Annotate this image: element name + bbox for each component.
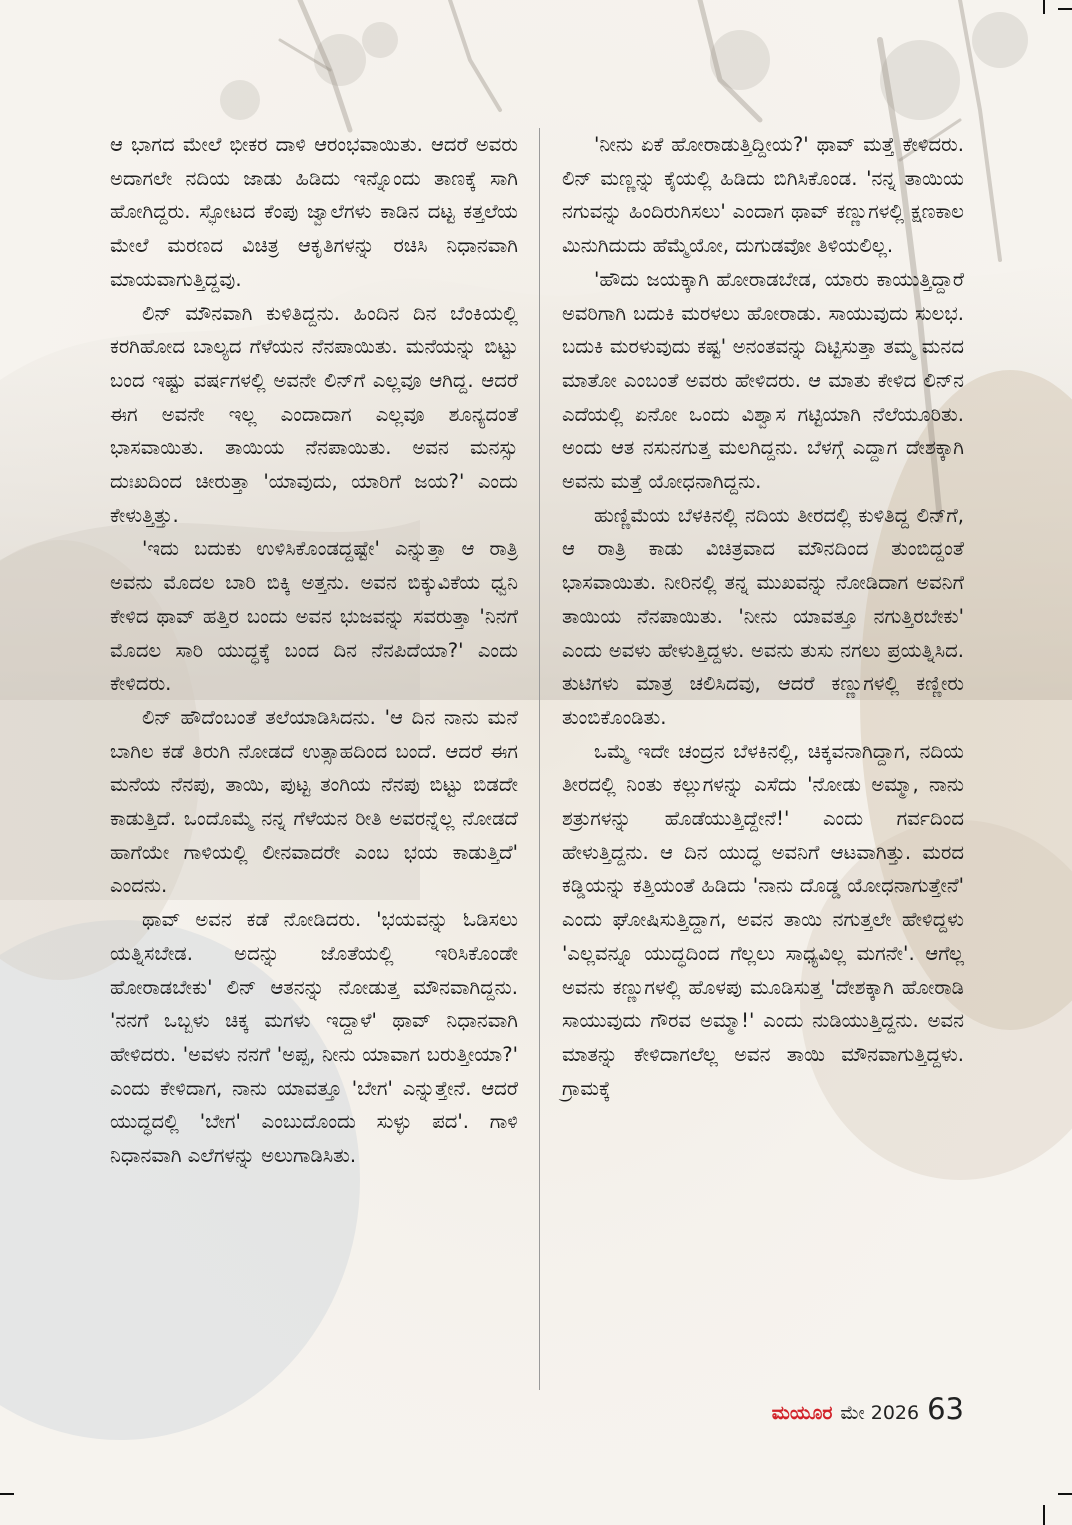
page-number: 63 [927, 1392, 964, 1426]
article-column-right [562, 128, 964, 1105]
crop-mark-top-right-v [1043, 0, 1045, 14]
paragraph: 'ನೀನು ಏಕೆ ಹೋರಾಡುತ್ತಿದ್ದೀಯ?' ಥಾವ್ ಮತ್ತೆ ಕೇಳಿದರು. ಲಿನ್ ಮಣ್ಣನ್ನು ಕೈಯಲ್ಲಿ ಹಿಡಿದು ಬಿಗಿಸಿಕೊಂಡ. 'ನನ್ನ ತಾಯಿಯ ನಗುವನ್ನು ಹಿಂದಿರುಗಿಸಲು' ಎಂದಾಗ ಥಾವ್ ಕಣ್ಣುಗಳಲ್ಲಿ ಕ್ಷಣಕಾಲ ಮಿನುಗಿದುದು ಹೆಮ್ಮೆಯೋ, ದುಗುಡವೋ ತಿಳಿಯಲಿಲ್ಲ. [562, 133, 964, 258]
paragraph: ಲಿನ್ ಮೌನವಾಗಿ ಕುಳಿತಿದ್ದನು. ಹಿಂದಿನ ದಿನ ಬೆಂಕಿಯಲ್ಲಿ ಕರಗಿಹೋದ ಬಾಲ್ಯದ ಗೆಳೆಯನ ನೆನಪಾಯಿತು. ಮನೆಯನ್ನು ಬಿಟ್ಟು ಬಂದ ಇಷ್ಟು ವರ್ಷಗಳಲ್ಲಿ ಅವನೇ ಲಿನ್‌ಗೆ ಎಲ್ಲವೂ ಆಗಿದ್ದ. ಆದರೆ ಈಗ ಅವನೇ ಇಲ್ಲ ಎಂದಾದಾಗ ಎಲ್ಲವೂ ಶೂನ್ಯದಂತೆ ಭಾಸವಾಯಿತು. ತಾಯಿಯ ನೆನಪಾಯಿತು. ಅವನ ಮನಸ್ಸು ದುಃಖದಿಂದ ಚೀರುತ್ತಾ 'ಯಾವುದು, ಯಾರಿಗೆ ಜಯ?' ಎಂದು ಕೇಳುತ್ತಿತ್ತು. [110, 301, 518, 527]
paragraph: ಥಾವ್ ಅವನ ಕಡೆ ನೋಡಿದರು. 'ಭಯವನ್ನು ಓಡಿಸಲು ಯತ್ನಿಸಬೇಡ. ಅದನ್ನು ಜೊತೆಯಲ್ಲಿ ಇರಿಸಿಕೊಂಡೇ ಹೋರಾಡಬೇಕು' ಲಿನ್ ಆತನನ್ನು ನೋಡುತ್ತ ಮೌನವಾಗಿದ್ದನು. 'ನನಗೆ ಒಬ್ಬಳು ಚಿಕ್ಕ ಮಗಳು ಇದ್ದಾಳೆ' ಥಾವ್ ನಿಧಾನವಾಗಿ ಹೇಳಿದರು. 'ಅವಳು ನನಗೆ 'ಅಪ್ಪ, ನೀನು ಯಾವಾಗ ಬರುತ್ತೀಯಾ?' ಎಂದು ಕೇಳಿದಾಗ, ನಾನು ಯಾವತ್ತೂ 'ಬೇಗ' ಎನ್ನುತ್ತೇನೆ. ಆದರೆ ಯುದ್ಧದಲ್ಲಿ 'ಬೇಗ' ಎಂಬುದೊಂದು ಸುಳ್ಳು ಪದ'. ಗಾಳಿ ನಿಧಾನವಾಗಿ ಎಲೆಗಳನ್ನು ಅಲುಗಾಡಿಸಿತು. [110, 908, 518, 1168]
issue-date: ಮೇ 2026 [840, 1402, 920, 1424]
crop-mark-top-right-h [1058, 8, 1072, 10]
paragraph: ಆ ಭಾಗದ ಮೇಲೆ ಭೀಕರ ದಾಳಿ ಆರಂಭವಾಯಿತು. ಆದರೆ ಅವರು ಅದಾಗಲೇ ನದಿಯ ಜಾಡು ಹಿಡಿದು ಇನ್ನೊಂದು ತಾಣಕ್ಕೆ ಸಾಗಿ ಹೋಗಿದ್ದರು. ಸ್ಫೋಟದ ಕೆಂಪು ಜ್ವಾಲೆಗಳು ಕಾಡಿನ ದಟ್ಟ ಕತ್ತಲೆಯ ಮೇಲೆ ಮರಣದ ವಿಚಿತ್ರ ಆಕೃತಿಗಳನ್ನು ರಚಿಸಿ ನಿಧಾನವಾಗಿ ಮಾಯವಾಗುತ್ತಿದ್ದವು. [110, 133, 518, 291]
article-column-left [110, 128, 518, 1173]
paragraph: ಒಮ್ಮೆ ಇದೇ ಚಂದ್ರನ ಬೆಳಕಿನಲ್ಲಿ, ಚಿಕ್ಕವನಾಗಿದ್ದಾಗ, ನದಿಯ ತೀರದಲ್ಲಿ ನಿಂತು ಕಲ್ಲುಗಳನ್ನು ಎಸೆದು 'ನೋಡು ಅಮ್ಮಾ, ನಾನು ಶತ್ರುಗಳನ್ನು ಹೊಡೆಯುತ್ತಿದ್ದೇನೆ!' ಎಂದು ಗರ್ವದಿಂದ ಹೇಳುತ್ತಿದ್ದನು. ಆ ದಿನ ಯುದ್ಧ ಅವನಿಗೆ ಆಟವಾಗಿತ್ತು. ಮರದ ಕಡ್ಡಿಯನ್ನು ಕತ್ತಿಯಂತೆ ಹಿಡಿದು 'ನಾನು ದೊಡ್ಡ ಯೋಧನಾಗುತ್ತೇನೆ' ಎಂದು ಘೋಷಿಸುತ್ತಿದ್ದಾಗ, ಅವನ ತಾಯಿ ನಗುತ್ತಲೇ ಹೇಳಿದ್ದಳು 'ಎಲ್ಲವನ್ನೂ ಯುದ್ಧದಿಂದ ಗೆಲ್ಲಲು ಸಾಧ್ಯವಿಲ್ಲ ಮಗನೇ'. ಆಗೆಲ್ಲ ಅವನು ಕಣ್ಣುಗಳಲ್ಲಿ ಹೊಳಪು ಮೂಡಿಸುತ್ತ 'ದೇಶಕ್ಕಾಗಿ ಹೋರಾಡಿ ಸಾಯುವುದು ಗೌರವ ಅಮ್ಮಾ!' ಎಂದು ನುಡಿಯುತ್ತಿದ್ದನು. ಅವನ ಮಾತನ್ನು ಕೇಳಿದಾಗಲೆಲ್ಲ ಅವನ ತಾಯಿ ಮೌನವಾಗುತ್ತಿದ್ದಳು. ಗ್ರಾಮಕ್ಕೆ [562, 739, 964, 1100]
paragraph: 'ಹೌದು ಜಯಕ್ಕಾಗಿ ಹೋರಾಡಬೇಡ, ಯಾರು ಕಾಯುತ್ತಿದ್ದಾರೆ ಅವರಿಗಾಗಿ ಬದುಕಿ ಮರಳಲು ಹೋರಾಡು. ಸಾಯುವುದು ಸುಲಭ. ಬದುಕಿ ಮರಳುವುದು ಕಷ್ಟ' ಅನಂತವನ್ನು ದಿಟ್ಟಿಸುತ್ತಾ ತಮ್ಮ ಮನದ ಮಾತೋ ಎಂಬಂತೆ ಅವರು ಹೇಳಿದರು. ಆ ಮಾತು ಕೇಳಿದ ಲಿನ್‌ನ ಎದೆಯಲ್ಲಿ ಏನೋ ಒಂದು ವಿಶ್ವಾಸ ಗಟ್ಟಿಯಾಗಿ ನೆಲೆಯೂರಿತು. ಅಂದು ಆತ ನಸುನಗುತ್ತ ಮಲಗಿದ್ದನು. ಬೆಳಗ್ಗೆ ಎದ್ದಾಗ ದೇಶಕ್ಕಾಗಿ ಅವನು ಮತ್ತೆ ಯೋಧನಾಗಿದ್ದನು. [562, 267, 964, 494]
crop-mark-bottom-right-h [1058, 1493, 1072, 1495]
paragraph: ಹುಣ್ಣಿಮೆಯ ಬೆಳಕಿನಲ್ಲಿ ನದಿಯ ತೀರದಲ್ಲಿ ಕುಳಿತಿದ್ದ ಲಿನ್‌ಗೆ, ಆ ರಾತ್ರಿ ಕಾಡು ವಿಚಿತ್ರವಾದ ಮೌನದಿಂದ ತುಂಬಿದ್ದಂತೆ ಭಾಸವಾಯಿತು. ನೀರಿನಲ್ಲಿ ತನ್ನ ಮುಖವನ್ನು ನೋಡಿದಾಗ ಅವನಿಗೆ ತಾಯಿಯ ನೆನಪಾಯಿತು. 'ನೀನು ಯಾವತ್ತೂ ನಗುತ್ತಿರಬೇಕು' ಎಂದು ಅವಳು ಹೇಳುತ್ತಿದ್ದಳು. ಅವನು ತುಸು ನಗಲು ಪ್ರಯತ್ನಿಸಿದ. ತುಟಿಗಳು ಮಾತ್ರ ಚಲಿಸಿದವು, ಆದರೆ ಕಣ್ಣುಗಳಲ್ಲಿ ಕಣ್ಣೀರು ತುಂಬಿಕೊಂಡಿತು. [562, 503, 964, 729]
magazine-logo: ಮಯೂರ [771, 1402, 833, 1424]
crop-mark-bottom-right-v [1043, 1505, 1045, 1525]
column-divider [539, 128, 540, 1390]
paragraph: ಲಿನ್ ಹೌದೆಂಬಂತೆ ತಲೆಯಾಡಿಸಿದನು. 'ಆ ದಿನ ನಾನು ಮನೆ ಬಾಗಿಲ ಕಡೆ ತಿರುಗಿ ನೋಡದೆ ಉತ್ಸಾಹದಿಂದ ಬಂದೆ. ಆದರೆ ಈಗ ಮನೆಯ ನೆನಪು, ತಾಯಿ, ಪುಟ್ಟ ತಂಗಿಯ ನೆನಪು ಬಿಟ್ಟು ಬಿಡದೇ ಕಾಡುತ್ತಿದೆ. ಒಂದೊಮ್ಮೆ ನನ್ನ ಗೆಳೆಯನ ರೀತಿ ಅವರನ್ನೆಲ್ಲ ನೋಡದೆ ಹಾಗೆಯೇ ಗಾಳಿಯಲ್ಲಿ ಲೀನವಾದರೇ ಎಂಬ ಭಯ ಕಾಡುತ್ತಿದೆ' ಎಂದನು. [110, 705, 518, 898]
paragraph: 'ಇದು ಬದುಕು ಉಳಿಸಿಕೊಂಡದ್ದಷ್ಟೇ' ಎನ್ನುತ್ತಾ ಆ ರಾತ್ರಿ ಅವನು ಮೊದಲ ಬಾರಿ ಬಿಕ್ಕಿ ಅತ್ತನು. ಅವನ ಬಿಕ್ಕುವಿಕೆಯ ಧ್ವನಿ ಕೇಳಿದ ಥಾವ್ ಹತ್ತಿರ ಬಂದು ಅವನ ಭುಜವನ್ನು ಸವರುತ್ತಾ 'ನಿನಗೆ ಮೊದಲ ಸಾರಿ ಯುದ್ಧಕ್ಕೆ ಬಂದ ದಿನ ನೆನಪಿದೆಯಾ?' ಎಂದು ಕೇಳಿದರು. [110, 537, 518, 696]
page-footer [772, 1392, 964, 1426]
crop-mark-bottom-left-h [0, 1493, 14, 1495]
